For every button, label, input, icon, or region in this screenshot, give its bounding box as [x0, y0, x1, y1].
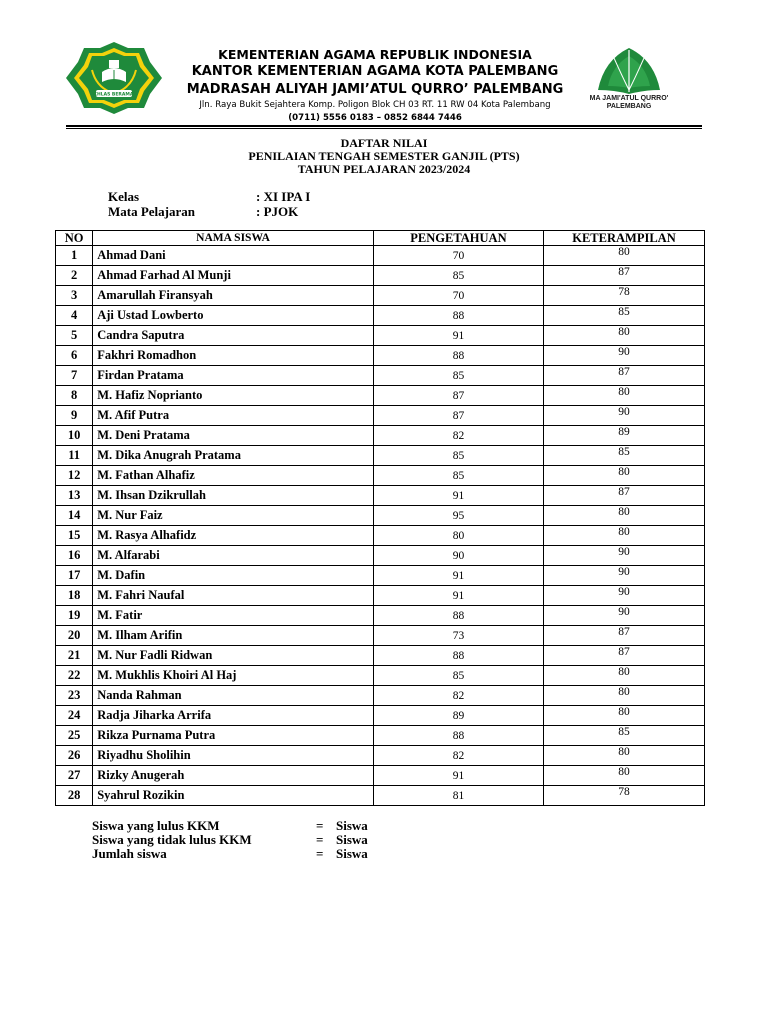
- cell-knowledge: 87: [373, 406, 543, 426]
- table-row: [56, 466, 705, 486]
- class-row: [108, 189, 310, 204]
- cell-skill: 87: [543, 266, 704, 286]
- cell-no: 10: [56, 426, 93, 446]
- summary-row-failed: Siswa yang tidak lulus KKM = Siswa: [92, 832, 368, 847]
- cell-no: 5: [56, 326, 93, 346]
- table-row: [56, 726, 705, 746]
- cell-knowledge: 89: [373, 706, 543, 726]
- cell-skill: 90: [543, 606, 704, 626]
- cell-knowledge: 85: [373, 446, 543, 466]
- cell-name: M. Fathan Alhafiz: [93, 466, 374, 486]
- school-name: MADRASAH ALIYAH JAMI’ATUL QURRO’ PALEMBANG: [186, 82, 564, 97]
- letterhead-rule-thin: [66, 128, 702, 129]
- table-row: [56, 526, 705, 546]
- school-logo-caption: MA JAMI'ATUL QURRO' PALEMBANG: [589, 95, 669, 110]
- cell-skill: 90: [543, 346, 704, 366]
- table-row: [56, 586, 705, 606]
- letterhead-text: [160, 46, 590, 125]
- cell-no: 20: [56, 626, 93, 646]
- cell-name: Fakhri Romadhon: [93, 346, 374, 366]
- grades-table: [55, 230, 705, 806]
- table-row: [56, 246, 705, 266]
- cell-knowledge: 91: [373, 486, 543, 506]
- cell-skill: 85: [543, 306, 704, 326]
- cell-knowledge: 88: [373, 606, 543, 626]
- cell-name: Nanda Rahman: [93, 686, 374, 706]
- cell-knowledge: 81: [373, 786, 543, 806]
- cell-no: 22: [56, 666, 93, 686]
- class-value: : XI IPA I: [256, 189, 311, 204]
- table-header-row: [56, 231, 705, 246]
- cell-name: Amarullah Firansyah: [93, 286, 374, 306]
- cell-name: M. Rasya Alhafidz: [93, 526, 374, 546]
- title-line3: TAHUN PELAJARAN 2023/2024: [297, 162, 471, 176]
- table-row: [56, 626, 705, 646]
- cell-knowledge: 73: [373, 626, 543, 646]
- cell-skill: 85: [543, 446, 704, 466]
- table-row: [56, 666, 705, 686]
- cell-no: 2: [56, 266, 93, 286]
- cell-knowledge: 82: [373, 746, 543, 766]
- cell-name: Candra Saputra: [93, 326, 374, 346]
- cell-knowledge: 88: [373, 306, 543, 326]
- cell-no: 24: [56, 706, 93, 726]
- table-row: [56, 366, 705, 386]
- table-row: [56, 266, 705, 286]
- ministry-name: KEMENTERIAN AGAMA REPUBLIK INDONESIA: [218, 47, 532, 62]
- cell-knowledge: 82: [373, 686, 543, 706]
- cell-knowledge: 91: [373, 566, 543, 586]
- cell-name: M. Nur Fadli Ridwan: [93, 646, 374, 666]
- cell-skill: 90: [543, 566, 704, 586]
- letterhead-rule: [66, 125, 702, 127]
- cell-skill: 80: [543, 686, 704, 706]
- cell-no: 7: [56, 366, 93, 386]
- table-row: [56, 326, 705, 346]
- cell-skill: 80: [543, 526, 704, 546]
- cell-name: Rikza Purnama Putra: [93, 726, 374, 746]
- table-row: [56, 286, 705, 306]
- header-knowledge: PENGETAHUAN: [373, 231, 543, 246]
- cell-no: 14: [56, 506, 93, 526]
- cell-skill: 80: [543, 326, 704, 346]
- cell-name: M. Fahri Naufal: [93, 586, 374, 606]
- cell-skill: 78: [543, 286, 704, 306]
- cell-name: M. Mukhlis Khoiri Al Haj: [93, 666, 374, 686]
- school-address: Jln. Raya Bukit Sejahtera Komp. Poligon Blok CH 03 RT. 11 RW 04 Kota Palembang: [199, 100, 551, 110]
- cell-skill: 87: [543, 366, 704, 386]
- table-row: [56, 786, 705, 806]
- cell-name: M. Ilham Arifin: [93, 626, 374, 646]
- cell-name: M. Hafiz Noprianto: [93, 386, 374, 406]
- cell-no: 6: [56, 346, 93, 366]
- cell-name: Radja Jiharka Arrifa: [93, 706, 374, 726]
- cell-no: 21: [56, 646, 93, 666]
- cell-name: Rizky Anugerah: [93, 766, 374, 786]
- cell-name: Ahmad Dani: [93, 246, 374, 266]
- cell-no: 17: [56, 566, 93, 586]
- cell-name: M. Alfarabi: [93, 546, 374, 566]
- subject-row: [108, 204, 310, 219]
- cell-name: M. Nur Faiz: [93, 506, 374, 526]
- table-row: [56, 686, 705, 706]
- cell-knowledge: 70: [373, 286, 543, 306]
- cell-skill: 90: [543, 406, 704, 426]
- grades-body: [56, 246, 705, 806]
- cell-name: M. Ihsan Dzikrullah: [93, 486, 374, 506]
- title-line2: PENILAIAN TENGAH SEMESTER GANJIL (PTS): [248, 149, 520, 163]
- svg-text:IKHLAS BERAMAL: IKHLAS BERAMAL: [91, 92, 137, 98]
- summary: [92, 819, 368, 861]
- cell-name: Ahmad Farhad Al Munji: [93, 266, 374, 286]
- subject-value: : PJOK: [256, 204, 299, 219]
- cell-name: Firdan Pratama: [93, 366, 374, 386]
- cell-no: 26: [56, 746, 93, 766]
- cell-name: M. Afif Putra: [93, 406, 374, 426]
- table-row: [56, 646, 705, 666]
- cell-skill: 80: [543, 386, 704, 406]
- cell-no: 13: [56, 486, 93, 506]
- cell-knowledge: 95: [373, 506, 543, 526]
- cell-name: M. Dika Anugrah Pratama: [93, 446, 374, 466]
- cell-no: 9: [56, 406, 93, 426]
- cell-skill: 87: [543, 646, 704, 666]
- table-row: [56, 566, 705, 586]
- cell-knowledge: 91: [373, 586, 543, 606]
- kemenag-logo-icon: [66, 42, 162, 114]
- cell-knowledge: 82: [373, 426, 543, 446]
- table-row: [56, 546, 705, 566]
- cell-skill: 90: [543, 546, 704, 566]
- table-row: [56, 346, 705, 366]
- table-row: [56, 446, 705, 466]
- cell-name: Syahrul Rozikin: [93, 786, 374, 806]
- cell-no: 15: [56, 526, 93, 546]
- cell-no: 3: [56, 286, 93, 306]
- summary-row-passed: Siswa yang lulus KKM = Siswa: [92, 818, 368, 833]
- cell-knowledge: 88: [373, 726, 543, 746]
- table-row: [56, 706, 705, 726]
- cell-no: 16: [56, 546, 93, 566]
- cell-knowledge: 91: [373, 766, 543, 786]
- cell-skill: 80: [543, 466, 704, 486]
- cell-no: 25: [56, 726, 93, 746]
- class-label: Kelas: [108, 189, 140, 204]
- cell-no: 4: [56, 306, 93, 326]
- cell-name: Riyadhu Sholihin: [93, 746, 374, 766]
- summary-row-total: Jumlah siswa = Siswa: [92, 846, 368, 861]
- cell-knowledge: 91: [373, 326, 543, 346]
- cell-knowledge: 87: [373, 386, 543, 406]
- title-line1: DAFTAR NILAI: [340, 136, 428, 150]
- class-info: [108, 189, 310, 219]
- cell-knowledge: 85: [373, 266, 543, 286]
- subject-label: Mata Pelajaran: [108, 204, 196, 219]
- cell-knowledge: 85: [373, 366, 543, 386]
- cell-knowledge: 80: [373, 526, 543, 546]
- letterhead: [0, 0, 768, 130]
- table-row: [56, 486, 705, 506]
- cell-name: Aji Ustad Lowberto: [93, 306, 374, 326]
- cell-knowledge: 90: [373, 546, 543, 566]
- document-title: [0, 137, 768, 176]
- cell-knowledge: 88: [373, 646, 543, 666]
- table-row: [56, 406, 705, 426]
- cell-skill: 80: [543, 766, 704, 786]
- cell-no: 11: [56, 446, 93, 466]
- header-skill: KETERAMPILAN: [543, 231, 704, 246]
- cell-no: 28: [56, 786, 93, 806]
- cell-no: 8: [56, 386, 93, 406]
- cell-skill: 87: [543, 486, 704, 506]
- cell-no: 23: [56, 686, 93, 706]
- table-row: [56, 766, 705, 786]
- cell-skill: 80: [543, 246, 704, 266]
- cell-skill: 80: [543, 506, 704, 526]
- table-row: [56, 606, 705, 626]
- cell-no: 18: [56, 586, 93, 606]
- cell-skill: 80: [543, 666, 704, 686]
- cell-knowledge: 88: [373, 346, 543, 366]
- office-name: KANTOR KEMENTERIAN AGAMA KOTA PALEMBANG: [191, 64, 559, 79]
- cell-skill: 80: [543, 706, 704, 726]
- table-row: [56, 386, 705, 406]
- cell-no: 27: [56, 766, 93, 786]
- cell-no: 12: [56, 466, 93, 486]
- school-phone: (0711) 5556 0183 – 0852 6844 7446: [288, 113, 462, 123]
- cell-skill: 80: [543, 746, 704, 766]
- cell-skill: 87: [543, 626, 704, 646]
- cell-name: M. Fatir: [93, 606, 374, 626]
- table-row: [56, 306, 705, 326]
- table-row: [56, 506, 705, 526]
- cell-knowledge: 85: [373, 466, 543, 486]
- cell-knowledge: 70: [373, 246, 543, 266]
- table-row: [56, 426, 705, 446]
- cell-name: M. Dafin: [93, 566, 374, 586]
- cell-skill: 78: [543, 786, 704, 806]
- header-no: NO: [56, 231, 93, 246]
- cell-skill: 89: [543, 426, 704, 446]
- table-row: [56, 746, 705, 766]
- cell-no: 1: [56, 246, 93, 266]
- cell-name: M. Deni Pratama: [93, 426, 374, 446]
- cell-knowledge: 85: [373, 666, 543, 686]
- cell-skill: 85: [543, 726, 704, 746]
- cell-no: 19: [56, 606, 93, 626]
- cell-skill: 90: [543, 586, 704, 606]
- header-name: NAMA SISWA: [93, 231, 374, 246]
